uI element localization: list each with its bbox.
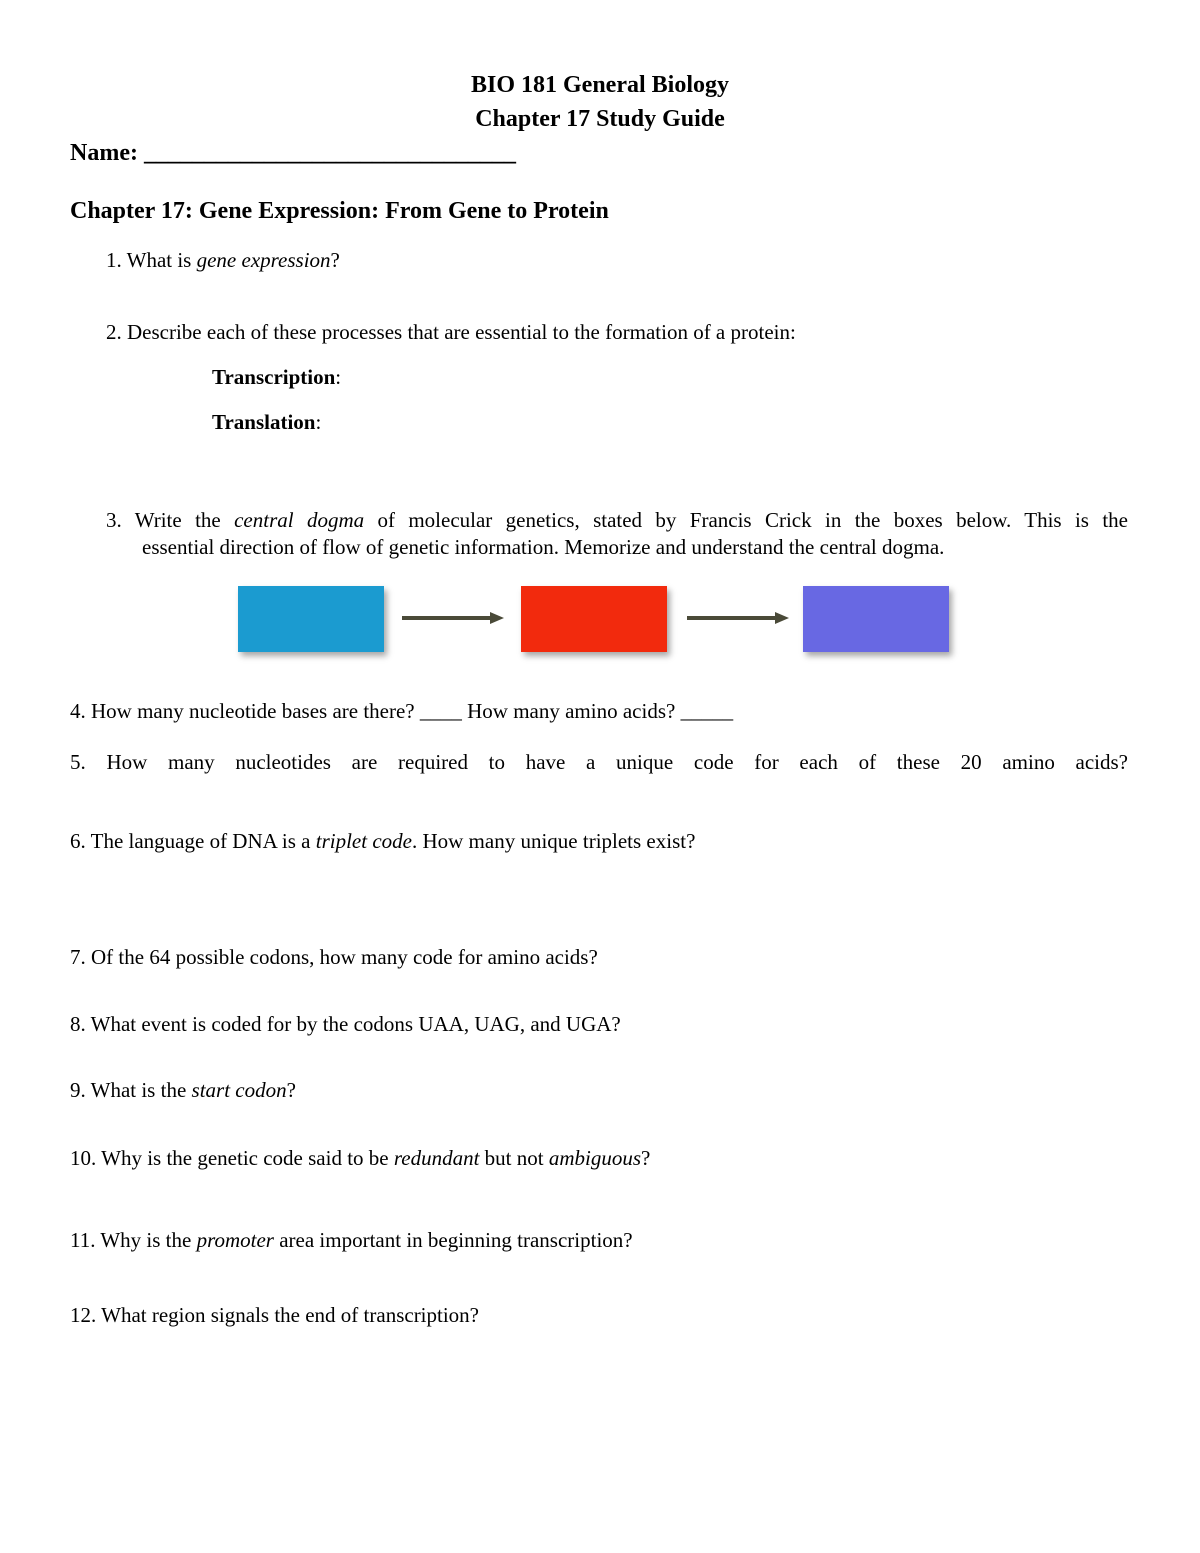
transcription-row: [212, 365, 341, 390]
arrow-1-head: [490, 612, 504, 624]
question-6: [70, 829, 695, 854]
term-triplet-code: triplet code: [315, 829, 412, 853]
dna-box[interactable]: [238, 586, 384, 652]
question-9-end: ?: [286, 1078, 296, 1102]
name-row: [70, 140, 516, 167]
question-4-part-1: 4. How many nucleotide bases are there?: [70, 699, 420, 723]
translation-colon: :: [315, 410, 322, 434]
question-2: 2. Describe each of these processes that are essential to the formation of a protein:: [106, 320, 796, 344]
question-12: 12. What region signals the end of transcription?: [70, 1303, 480, 1327]
question-1-end: ?: [330, 248, 340, 272]
question-10-text: 10. Why is the genetic code said to be: [70, 1146, 394, 1170]
arrow-2-head: [775, 612, 789, 624]
question-5: 5. How many nucleotides are required to have a unique code for each of these 20 amino acids?: [70, 750, 1128, 774]
rna-box[interactable]: [521, 586, 667, 652]
transcription-colon: :: [335, 365, 342, 389]
question-9: [70, 1078, 296, 1103]
question-7: 7. Of the 64 possible codons, how many code for amino acids?: [70, 945, 598, 969]
term-start-codon: start codon: [191, 1078, 287, 1102]
question-3-rest: of molecular genetics, stated by Francis Crick in the boxes below. This is the: [364, 508, 1128, 532]
question-4: [70, 699, 733, 724]
question-4-part-2: How many amino acids?: [461, 699, 681, 723]
course-title: BIO 181 General Biology: [471, 72, 729, 98]
term-promoter: promoter: [196, 1228, 274, 1252]
arrow-rna-to-protein: [687, 610, 789, 626]
question-8: 8. What event is coded for by the codons UAA, UAG, and UGA?: [70, 1012, 621, 1036]
amino-acids-blank[interactable]: _____: [680, 699, 734, 723]
question-3-text: 3. Write the: [106, 508, 235, 532]
question-11-rest: area important in beginning transcription?: [273, 1228, 633, 1252]
protein-box[interactable]: [803, 586, 949, 652]
name-label: Name:: [70, 140, 138, 166]
question-10-mid: but not: [479, 1146, 549, 1170]
name-blank[interactable]: _______________________________: [143, 140, 516, 166]
study-guide-title: Chapter 17 Study Guide: [475, 106, 725, 132]
transcription-label: Transcription: [212, 365, 336, 389]
question-9-text: 9. What is the: [70, 1078, 192, 1102]
chapter-heading: Chapter 17: Gene Expression: From Gene to Protein: [70, 198, 609, 224]
question-3-line-2: essential direction of flow of genetic information. Memorize and understand the central dogma.: [142, 535, 945, 559]
question-1-text: 1. What is: [106, 248, 197, 272]
question-10-end: ?: [641, 1146, 651, 1170]
translation-row: [212, 410, 321, 435]
term-central-dogma: central dogma: [234, 508, 365, 532]
arrow-dna-to-rna: [402, 610, 504, 626]
question-11-text: 11. Why is the: [70, 1228, 197, 1252]
question-1: [106, 248, 340, 273]
question-6-text: 6. The language of DNA is a: [70, 829, 316, 853]
translation-label: Translation: [212, 410, 316, 434]
term-redundant: redundant: [393, 1146, 480, 1170]
term-gene-expression: gene expression: [196, 248, 331, 272]
bases-blank[interactable]: ____: [419, 699, 462, 723]
question-3-line-1: [106, 508, 1128, 533]
question-6-rest: . How many unique triplets exist?: [411, 829, 696, 853]
question-10: [70, 1146, 650, 1171]
question-11: [70, 1228, 633, 1253]
term-ambiguous: ambiguous: [548, 1146, 642, 1170]
